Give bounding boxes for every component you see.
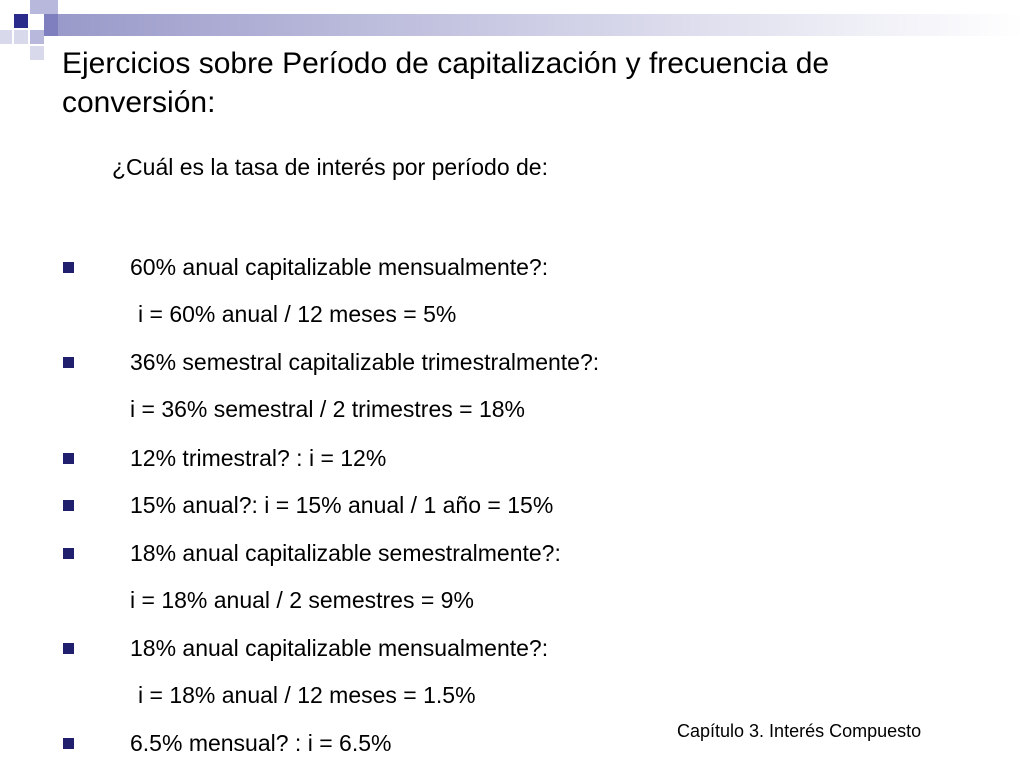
bullet-icon bbox=[63, 738, 74, 749]
list-item: 15% anual?: i = 15% anual / 1 año = 15% bbox=[130, 492, 554, 518]
bullet-icon bbox=[63, 548, 74, 559]
decor-square-3 bbox=[44, 14, 58, 36]
decor-square-8 bbox=[0, 30, 12, 44]
bullet-icon bbox=[63, 500, 74, 511]
decor-square-2 bbox=[30, 0, 44, 14]
decor-square-4 bbox=[14, 30, 28, 44]
list-item: 6.5% mensual? : i = 6.5% bbox=[130, 730, 392, 756]
decor-square-7 bbox=[30, 46, 44, 60]
list-item-detail: i = 18% anual / 12 meses = 1.5% bbox=[138, 682, 476, 708]
list-item: 18% anual capitalizable semestralmente?: bbox=[130, 540, 561, 566]
footer-chapter: Capítulo 3. Interés Compuesto bbox=[677, 721, 922, 741]
bullet-icon bbox=[63, 357, 74, 368]
list-item: 36% semestral capitalizable trimestralmente?: bbox=[130, 349, 600, 375]
list-item-detail: i = 36% semestral / 2 trimestres = 18% bbox=[130, 396, 525, 422]
slide-title: Ejercicios sobre Período de capitalización y frecuencia de conversión: bbox=[62, 47, 830, 119]
list-item-detail: i = 18% anual / 2 semestres = 9% bbox=[130, 587, 474, 613]
bullet-icon bbox=[63, 262, 74, 273]
list-item: 60% anual capitalizable mensualmente?: bbox=[130, 254, 549, 280]
decor-square-5 bbox=[30, 30, 44, 44]
bullet-icon bbox=[63, 643, 74, 654]
slide-subtitle: ¿Cuál es la tasa de interés por período de: bbox=[112, 154, 548, 180]
header-gradient-bar bbox=[58, 14, 1024, 36]
bullet-icon bbox=[63, 453, 74, 464]
decor-square-1 bbox=[14, 14, 28, 28]
list-item: 18% anual capitalizable mensualmente?: bbox=[130, 635, 549, 661]
list-item: 12% trimestral? : i = 12% bbox=[130, 445, 387, 471]
list-item-detail: i = 60% anual / 12 meses = 5% bbox=[138, 301, 457, 327]
decor-square-6 bbox=[44, 0, 58, 14]
